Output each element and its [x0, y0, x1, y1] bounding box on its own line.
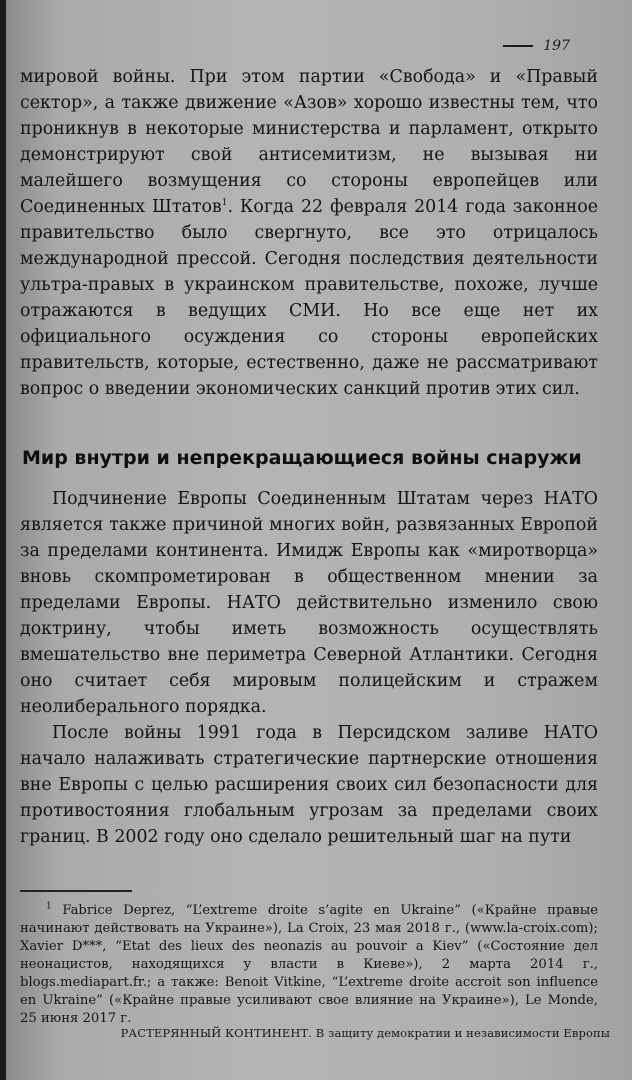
page-content [20, 64, 598, 1028]
body-paragraph: После войны 1991 года в Персидском заливе НАТО начало налаживать стратегические партнерские отношения вне Европы с целью расширения своих сил безопасности для противостояния глобальным угрозам за пределами своих границ. В 2002 году оно сделало решительный шаг на пути [20, 723, 598, 847]
paragraph-text: Когда 22 февраля 2014 года законное правительство было свергнуто, все это отрицалось международной прессой. Сегодня последствия деятельности ультра-правых в украинском правительстве, похоже, лучше отражаются в ведущих СМИ. Но все еще нет их официального осуждения со стороны европейских правительств, которые, естественно, даже не рассматривают вопрос о введении экономических санкций против этих сил. [20, 197, 598, 399]
page-number: 197 [543, 38, 570, 54]
paragraph-continued [20, 64, 598, 402]
running-footer: РАСТЕРЯННЫЙ КОНТИНЕНТ. В защиту демократии и независимости Европы [120, 1026, 610, 1040]
sentence-separator: . [227, 197, 240, 217]
section-heading: Мир внутри и непрекращающиеся войны снаружи [22, 447, 582, 469]
paragraph-text: мировой войны. При этом партии «Свобода» и «Правый сектор», а также движение «Азов» хорошо известны тем, что проникнув в некоторые министерства и парламент, открыто демонстрируют свой антисемитизм, не вызывая ни малейшего возмущения со стороны европейцев или Соединенных Штатов [20, 67, 598, 217]
body-paragraph: Подчинение Европы Соединенным Штатам через НАТО является также причиной многих войн, развязанных Европой за пределами континента. Имидж Европы как «миротворца» вновь скомпрометирован в общественном мнении за пределами Европы. НАТО действительно изменило свою доктрину, чтобы иметь возможность осуществлять вмешательство вне периметра Северной Атлантики. Сегодня оно считает себя мировым полицейским и стражем неолиберального порядка. [20, 489, 598, 717]
footnote-marker: 1 [221, 198, 228, 209]
page-header [503, 38, 570, 54]
footnote [20, 902, 598, 1028]
footnote-number: 1 [46, 901, 52, 912]
book-page [6, 0, 632, 1080]
footnote-divider [20, 890, 132, 892]
header-rule [503, 45, 533, 47]
footnote-text: Fabrice Deprez, “L’extreme droite s’agite en Ukraine” («Крайне правые начинают действовать на Украине»), La Croix, 23 мая 2018 г., (www.la-croix.com); Xavier D***, “Etat des lieux des neonazis au pouvoir a Kiev” («Состояние дел неонацистов, находящихся у власти в Киеве»), 2 марта 2014 г., blogs.mediapart.fr.; а также: Benoit Vitkine, “L’extreme droite accroit son influence en Ukraine” («Крайне правые усиливают свое влияние на Украине»), Le Monde, 25 июня 2017 г. [20, 902, 598, 1026]
